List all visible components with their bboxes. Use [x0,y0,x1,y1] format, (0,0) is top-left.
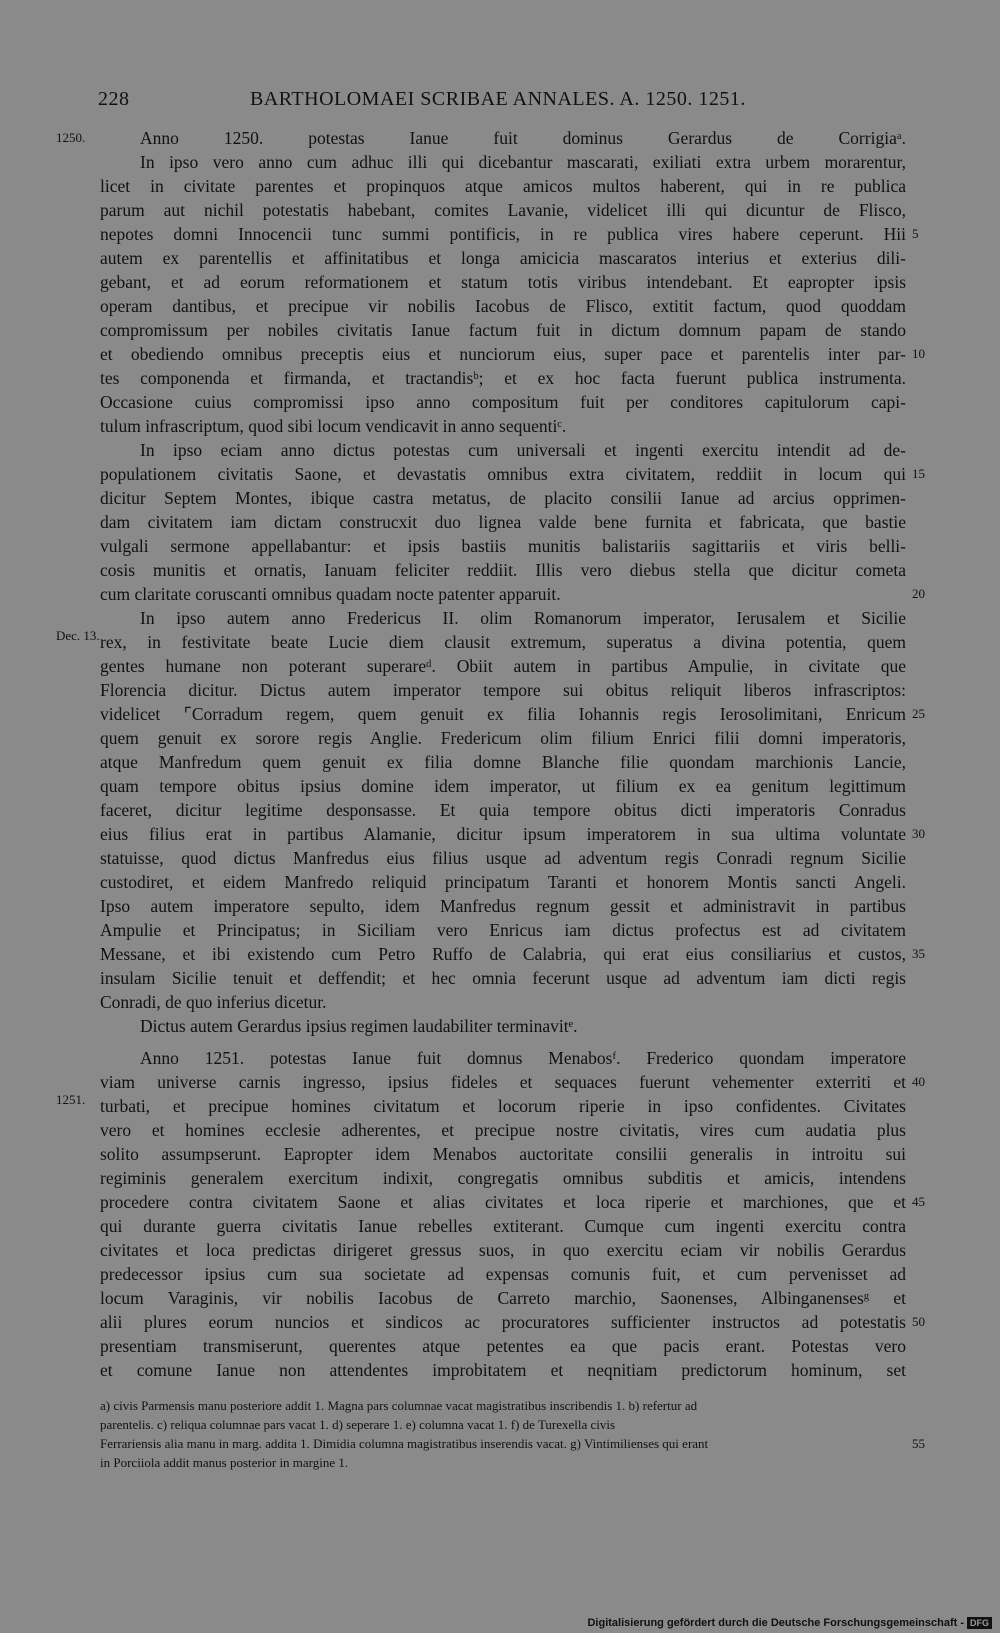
text-line: populationem civitatis Saone, et devastatis omnibus extra civitatem, reddiit in locum qui [100,464,906,484]
text-line: licet in civitate parentes et propinquos atque amicos multos haberent, qui in re publica [100,176,906,196]
text-line: vero et homines ecclesie adherentes, et precipue nostre civitatis, vires cum audatia plus [100,1120,906,1140]
text-line: tes componenda et firmanda, et tractandisᵇ; et ex hoc facta fuerunt publica instrumenta. [100,368,906,388]
line-number: 35 [912,946,925,961]
text-line: dam civitatem iam dictam construcxit duo lignea valde bene furnita et fabricata, que bastie [100,512,906,532]
line-number: 55 [912,1436,925,1451]
text-line: In ipso autem anno Fredericus II. olim Romanorum imperator, Ierusalem et Sicilie [140,608,906,628]
margin-year-1251: 1251. [56,1092,86,1107]
line-number: 45 [912,1194,925,1209]
line-number: 50 [912,1314,925,1329]
text-line: predecessor ipsius cum sua societate ad expensas comunis fuit, et cum pervenisset ad [100,1264,906,1284]
text-line: Ipso autem imperatore sepulto, idem Manfredus regnum gessit et administravit in partibus [100,896,906,916]
text-line: turbati, et precipue homines civitatum et locorum riperie in ipso confidentes. Civitates [100,1096,906,1116]
line-number: 20 [912,586,925,601]
footnote-line: in Porciiola addit manus posterior in margine 1. [100,1455,349,1470]
text-line: presentiam transmiserunt, querentes atque petentes ea que pacis erant. Potestas vero [100,1336,906,1356]
text-line: custodiret, et eidem Manfredo reliquid principatum Taranti et honorem Montis sancti Angeli. [100,872,906,892]
text-line: Conradi, de quo inferius dicetur. [100,992,327,1012]
text-line: atque Manfredum quem genuit ex filia domne Blanche filie quondam marchionis Lancie, [100,752,906,772]
line-number: 5 [912,226,919,241]
digitization-credit [587,1617,992,1629]
text-line: insulam Sicilie tenuit et deffendit; et hec omnia fecerunt usque ad adventum iam dicti regis [100,968,906,988]
text-line: Anno 1250. potestas Ianue fuit dominus Gerardus de Corrigiaᵃ. [140,128,906,148]
text-line: gentes humane non poterant superareᵈ. Obiit autem in partibus Ampulie, in civitate que [100,656,906,676]
text-line: gebant, et ad eorum reformationem et statum totis viribus intendebant. Et eapropter ipsis [100,272,906,292]
text-line: cosis munitis et ornatis, Ianuam feliciter reddiit. Illis vero diebus stella que dicitur cometa [100,560,906,580]
text-line: qui durante guerra civitatis Ianue rebelles extiterant. Cumque cum ingenti exercitu contra [100,1216,906,1236]
text-line: compromissum per nobiles civitatis Ianue factum fuit in dictum domnum papam de stando [100,320,906,340]
margin-year-1250: 1250. [56,130,86,145]
text-line: regiminis generalem exercitum indixit, congregatis omnibus subditis et amicis, intendens [100,1168,906,1188]
text-line: nepotes domni Innocencii tunc summi pontificis, in re publica vires habere ceperunt. Hii [100,224,906,244]
text-line: quem genuit ex sorore regis Anglie. Fredericum olim filium Enrici filii domni imperatoris, [100,728,906,748]
line-number: 25 [912,706,925,721]
line-number: 10 [912,346,925,361]
footnote-line: parentelis. c) reliqua columnae pars vacat 1. d) seperare 1. e) columna vacat 1. f) de Turexella civis [100,1417,616,1432]
text-line: Ampulie et Principatus; in Siciliam vero Enricus iam dictus profectus est ad civitatem [100,920,906,940]
text-line: civitates et loca predictas dirigeret gressus suos, in quo exercitu eciam vir nobilis Gerardus [100,1240,906,1260]
text-line: et obediendo omnibus preceptis eius et nunciorum eius, super pace et parentelis inter par- [100,344,906,364]
text-line: Messane, et ibi existendo cum Petro Ruffo de Calabria, qui erat eius consiliarius et custos, [100,944,906,964]
text-line: operam dantibus, et precipue vir nobilis Iacobus de Flisco, extitit factum, quod quoddam [100,296,906,316]
margin-date-dec13: Dec. 13. [56,628,100,643]
text-line: tulum infrascriptum, quod sibi locum vendicavit in anno sequentiᶜ. [100,416,567,436]
text-line: statuisse, quod dictus Manfredus eius filius usque ad adventum regis Conradi regnum Sicilie [100,848,906,868]
text-line: viam universe carnis ingresso, ipsius fideles et sequaces fuerunt vehementer exterriti et [100,1072,906,1092]
text-line: vulgali sermone appellabantur: et ipsis bastiis munitis balistariis sagittariis et viris belli- [100,536,906,556]
line-number: 30 [912,826,925,841]
text-line: quam tempore obitus ipsius domine idem imperator, ut filium ex ea genitum legittimum [100,776,906,796]
text-line: videlicet ⌜Corradum regem, quem genuit ex filia Iohannis regis Ierosolimitani, Enricum [100,704,906,724]
text-line: locum Varaginis, vir nobilis Iacobus de Carreto marchio, Saonenses, Albinganensesᵍ et [100,1288,906,1308]
text-line: Occasione cuius compromissi ipso anno compositum fuit per conditores capitulorum capi- [100,392,906,412]
text-line: cum claritate coruscanti omnibus quadam nocte patenter apparuit. [100,584,561,604]
text-line: procedere contra civitatem Saone et alias civitates et loca riperie et marchiones, que et [100,1192,906,1212]
text-line: Florencia dicitur. Dictus autem imperator tempore sui obitus reliquit liberos infrascriptos: [100,680,906,700]
running-title: BARTHOLOMAEI SCRIBAE ANNALES. A. 1250. 1251. [250,88,746,110]
text-line: In ipso vero anno cum adhuc illi qui dicebantur mascarati, exiliati extra urbem morarentur, [140,152,906,172]
text-line: rex, in festivitate beate Lucie diem clausit extremum, superatus a divina potentia, quem [100,632,906,652]
dfg-logo: DFG [967,1617,992,1629]
line-number: 15 [912,466,925,481]
page-number: 228 [98,88,130,110]
text-line: Dictus autem Gerardus ipsius regimen laudabiliter terminavitᵉ. [140,1016,578,1036]
text-line: dicitur Septem Montes, ibique castra metatus, de placito consilii Ianue ad arcius opprimen- [100,488,906,508]
text-line: alii plures eorum nuncios et sindicos ac procuratores sufficienter instructos ad potestatis [100,1312,906,1332]
text-line: eius filius erat in partibus Alamanie, dicitur ipsum imperatorem in sua ultima voluntate [100,824,906,844]
footnote-line: a) civis Parmensis manu posteriore addit 1. Magna pars columnae vacat magistratibus inscribendis 1. b) refertur ad [100,1398,698,1413]
text-line: Anno 1251. potestas Ianue fuit domnus Menabosᶠ. Frederico quondam imperatore [140,1048,906,1068]
text-line: In ipso eciam anno dictus potestas cum universali et ingenti exercitu intendit ad de- [140,440,906,460]
text-line: solito assumpserunt. Eapropter idem Menabos auctoritate consilii generalis in introitu sui [100,1144,906,1164]
credit-text: Digitalisierung gefördert durch die Deutsche Forschungsgemeinschaft - [587,1617,964,1629]
footnote-line: Ferrariensis alia manu in marg. addita 1. Dimidia columna magistratibus inserendis vacat. g) Vintimilienses qui erant [100,1436,709,1451]
text-line: autem ex parentellis et affinitatibus et longa amicicia mascaratos interius et exterius dili- [100,248,906,268]
line-number: 40 [912,1074,925,1089]
text-line: parum aut nichil potestatis habebant, comites Lavanie, videlicet illi qui dicuntur de Flisco, [100,200,906,220]
text-line: faceret, dicitur legitime desponsasse. Et quia tempore obitus dicti imperatoris Conradus [100,800,906,820]
text-line: et comune Ianue non attendentes improbitatem et neqnitiam predictorum hominum, set [100,1360,906,1380]
